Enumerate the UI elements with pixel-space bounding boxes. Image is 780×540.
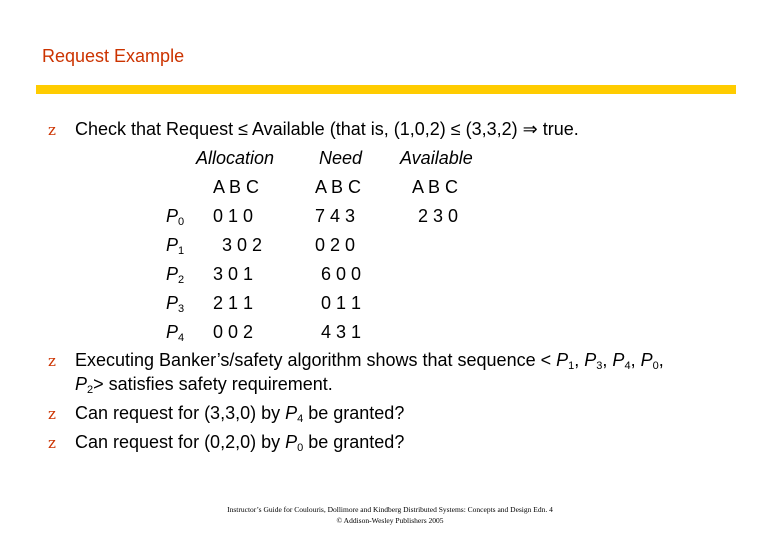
subheader-allocation: A B C [213, 177, 260, 197]
need-cell: 6 0 0 [321, 264, 362, 284]
alloc-cell: 0 0 2 [213, 322, 254, 342]
process-label: $P_0$ [166, 206, 185, 228]
process-label: $P_4$ [166, 322, 185, 344]
title-divider [36, 85, 736, 94]
process-label: $P_1$ [166, 235, 185, 257]
need-cell: 0 1 1 [321, 293, 362, 313]
alloc-cell: 0 1 0 [213, 206, 254, 226]
header-available: Available [400, 148, 473, 168]
bullet-request-p4: Can request for (3,3,0) by $P_4$ be granted? [75, 403, 405, 425]
bullet-safety-sequence: Executing Banker’s/safety algorithm shows that sequence < $P_1$, $P_3$, $P_4$, $P_0$, [75, 350, 664, 372]
header-allocation: Allocation [196, 148, 275, 168]
bullet-icon: z [48, 121, 56, 139]
slide-title: Request Example [42, 46, 185, 66]
bullet-safety-sequence-cont: $P_2>$ satisfies safety requirement. [75, 374, 333, 396]
bullet-request-p0: Can request for (0,2,0) by $P_0$ be granted? [75, 432, 405, 454]
bullet-icon: z [48, 405, 56, 423]
subheader-need: A B C [315, 177, 362, 197]
process-label: $P_2$ [166, 264, 185, 286]
header-need: Need [319, 148, 363, 168]
alloc-cell: 3 0 1 [213, 264, 254, 284]
bullet-icon: z [48, 352, 56, 370]
alloc-cell: 2 1 1 [213, 293, 254, 313]
bullet-check-request: Check that Request ≤ Available (that is, (1,0,2) ≤ (3,3,2) ⇒ true. [75, 119, 579, 139]
alloc-cell: 3 0 2 [222, 235, 263, 255]
need-cell: 0 2 0 [315, 235, 356, 255]
need-cell: 7 4 3 [315, 206, 356, 226]
footer-citation: Instructor’s Guide for Coulouris, Dollimore and Kindberg Distributed Systems: Concepts and Design Edn. 4 [227, 505, 553, 514]
bullet-icon: z [48, 434, 56, 452]
footer-copyright: © Addison-Wesley Publishers 2005 [336, 516, 444, 525]
subheader-available: A B C [412, 177, 459, 197]
process-label: $P_3$ [166, 293, 185, 315]
need-cell: 4 3 1 [321, 322, 362, 342]
avail-cell: 2 3 0 [418, 206, 459, 226]
